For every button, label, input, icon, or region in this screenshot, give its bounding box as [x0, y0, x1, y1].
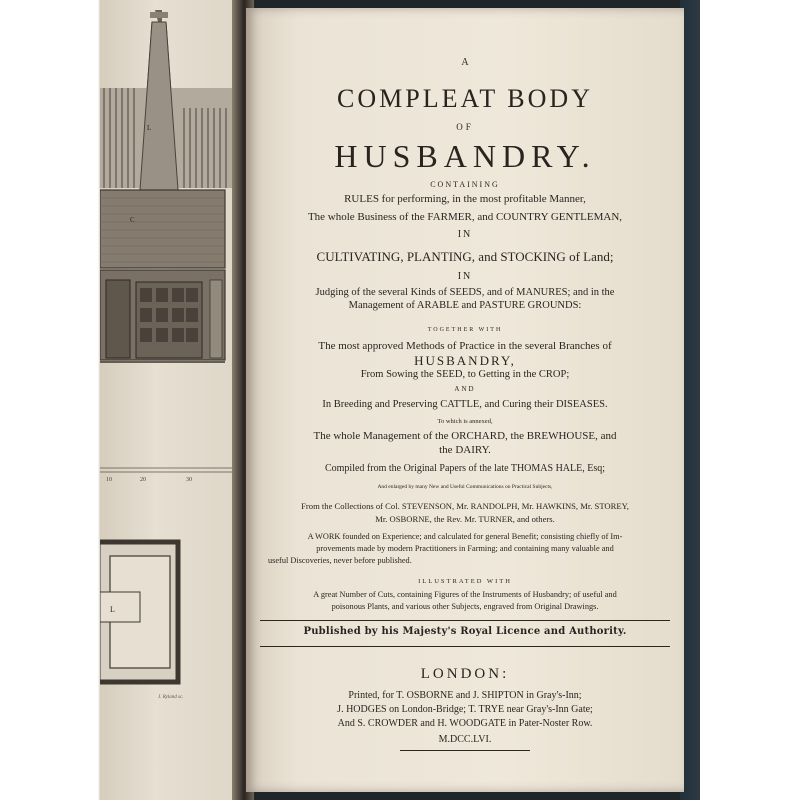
- engraving-illustration: [100, 0, 240, 800]
- annexed-line: To which is annexed,: [437, 418, 493, 425]
- cultivating-line: CULTIVATING, PLANTING, and STOCKING of Land;: [316, 249, 614, 264]
- work-line-1: A WORK founded on Experience; and calculated for general Benefit; consisting chiefly of Im-: [307, 532, 623, 541]
- printed-line: Printed, for T. OSBORNE and J. SHIPTON in Gray's-Inn;: [348, 690, 582, 701]
- cuts-line: A great Number of Cuts, containing Figures of the Instruments of Husbandry; of useful and: [313, 590, 617, 599]
- orchard-line: The whole Management of the ORCHARD, the BREWHOUSE, and: [313, 430, 617, 442]
- in-label-1: IN: [457, 229, 473, 240]
- management-line: Management of ARABLE and PASTURE GROUNDS:: [348, 300, 582, 311]
- approved-line: The most approved Methods of Practice in the several Branches of: [318, 340, 612, 352]
- plate-label-l-bottom: L: [110, 605, 115, 614]
- in-label-2: IN: [457, 271, 473, 282]
- and-label: AND: [454, 385, 476, 393]
- licence-line: Published by his Majesty's Royal Licence and Authority.: [303, 626, 627, 637]
- breeding-line: In Breeding and Preserving CATTLE, and Curing their DISEASES.: [322, 399, 608, 410]
- wall-section-c: [100, 190, 225, 268]
- judging-line: Judging of the several Kinds of SEEDS, and of MANURES; and in the: [315, 287, 615, 298]
- dairy-line: the DAIRY.: [439, 444, 491, 456]
- containing-label: CONTAINING: [430, 180, 500, 189]
- rule-top: [260, 620, 670, 621]
- rule-bottom: [260, 646, 670, 647]
- together-with-label: TOGETHER WITH: [427, 327, 503, 333]
- date-line: M.DCC.LVI.: [438, 734, 492, 745]
- enlarged-line: And enlarged by many New and Useful Communications on Practical Subjects,: [377, 484, 553, 490]
- illustrated-label: ILLUSTRATED WITH: [418, 578, 512, 585]
- title-of: OF: [456, 122, 474, 132]
- husbandry-subtitle: HUSBANDRY,: [414, 353, 516, 368]
- sowing-line: From Sowing the SEED, to Getting in the CROP;: [360, 369, 570, 380]
- plate-label-l-top: L: [147, 124, 152, 132]
- date-underline: [400, 750, 530, 751]
- collections-line: From the Collections of Col. STEVENSON, Mr. RANDOLPH, Mr. HAWKINS, Mr. STOREY,: [301, 501, 629, 511]
- work-line-3: useful Discoveries, never before published.: [268, 556, 412, 565]
- london-line: LONDON:: [420, 666, 510, 682]
- background-left: [0, 0, 100, 800]
- background-right: [690, 0, 800, 800]
- scale-number-1: 10: [106, 477, 112, 483]
- scale-number-2: 20: [140, 477, 146, 483]
- scale-number-3: 30: [186, 477, 192, 483]
- plants-line: poisonous Plants, and various other Subjects, engraved from Original Drawings.: [331, 602, 599, 611]
- engraver-signature: J. Ryland sc.: [158, 695, 184, 700]
- plate-label-c: C: [130, 216, 135, 224]
- rules-line: RULES for performing, in the most profitable Manner,: [344, 193, 586, 205]
- osborne-line: Mr. OSBORNE, the Rev. Mr. TURNER, and others.: [375, 514, 555, 524]
- door-left: [106, 280, 130, 358]
- crowder-line: And S. CROWDER and H. WOODGATE in Pater-Noster Row.: [337, 718, 593, 729]
- title-page: [246, 8, 684, 792]
- title-husbandry: HUSBANDRY.: [334, 138, 596, 174]
- hodges-line: J. HODGES on London-Bridge; T. TRYE near Gray's-Inn Gate;: [337, 704, 593, 715]
- title-a: A: [461, 57, 469, 68]
- title-compleat-body: COMPLEAT BODY: [337, 84, 593, 113]
- work-line-2: provements made by modern Practitioners in Farming; and containing many valuable and: [316, 544, 614, 553]
- engraved-plate-page: [100, 0, 240, 800]
- compiled-line: Compiled from the Original Papers of the late THOMAS HALE, Esq;: [324, 463, 606, 474]
- business-line: The whole Business of the FARMER, and COUNTRY GENTLEMAN,: [307, 211, 623, 223]
